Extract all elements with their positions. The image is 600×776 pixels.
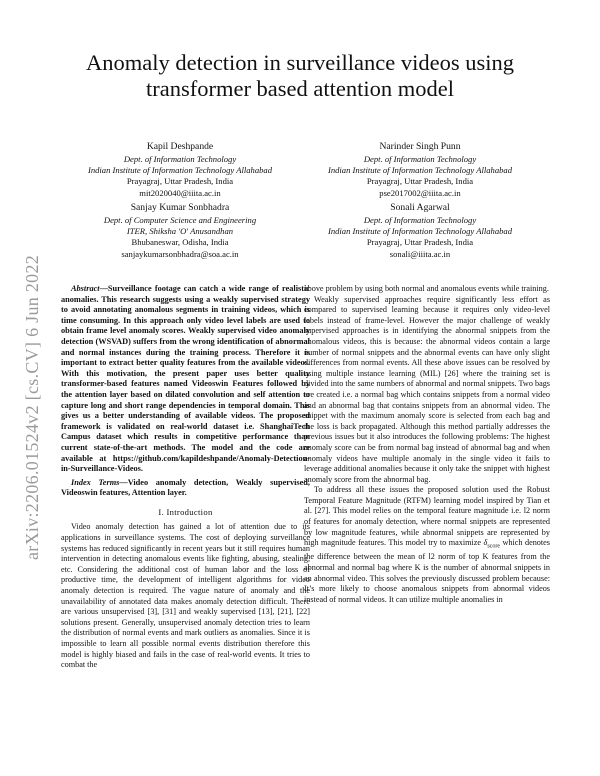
intro-paragraph: Video anomaly detection has gained a lot of attention due to its applications in surveillance systems. The cost of deploying surveillance systems has reduced significantly in recent years but it still requires human intervention in detecting anomalous events like fighting, abusing, stealing, etc. Considering the additional cost of human labor and the loss of productive time, the development of intelligent algorithms for video anomaly detection is required. The vague nature of anomaly and the unavailability of annotated data makes anomaly detection difficult. There are various unsupervised [3], [31] and weakly supervised [13], [21], [22] solutions present. Generally, unsupervised anomaly detection tries to learn the distribution of normal events and mark outliers as anomalies. Since it is impossible to learn all possible normal events distribution therefore this model is highly biased and fails in the case of real-world events. It tries to combat the bbox=[61, 522, 310, 670]
author-location: Prayagraj, Uttar Pradesh, India bbox=[126, 176, 234, 187]
author-location: Bhubaneswar, Odisha, India bbox=[131, 237, 229, 248]
abstract-text: —Surveillance footage can catch a wide range of realistic anomalies. This research suggests using a weakly supervised strategy to avoid annotating anomalous segments in training videos, which is time consuming. In this approach only video level labels are used to obtain frame level anomaly scores. Weakly supervised video anomaly detection (WSVAD) suffers from the wrong identification of abnormal and normal instances during the training process. Therefore it is important to extract better quality features from the available videos. With this motivation, the present paper uses better quality transformer-based features named Videoswin Features followed by the attention layer based on dilated convolution and self attention to capture long and short range dependencies in temporal domain. This gives us a better understanding of available videos. The proposed framework is validated on real-world dataset i.e. ShanghaiTech Campus dataset which results in competitive performance than current state-of-the-art methods. The model and the code are available at https://github.com/kapildeshpande/Anomaly-Detection-in-Surveillance-Videos. bbox=[61, 284, 310, 474]
paper-title: Anomaly detection in surveillance videos using transformer based attention model bbox=[85, 50, 515, 101]
author-email: sonali@iiita.ac.in bbox=[389, 248, 451, 259]
abstract bbox=[61, 284, 310, 475]
delta-symbol: δ bbox=[483, 538, 488, 548]
section-heading: I. Introduction bbox=[158, 506, 213, 517]
author-location: Prayagraj, Uttar Pradesh, India bbox=[366, 237, 474, 248]
author-name: Sanjay Kumar Sonbhadra bbox=[130, 202, 230, 213]
author-block-4 bbox=[310, 202, 530, 260]
author-dept: Dept. of Information Technology bbox=[123, 153, 237, 164]
arxiv-identifier: arXiv:2206.01524v2 [cs.CV] 6 Jun 2022 bbox=[22, 254, 42, 560]
author-name: Sonali Agarwal bbox=[390, 202, 450, 213]
body-paragraph-2: Weakly supervised approaches require significantly less effort as compared to supervised learning because it requires only video-level labels instead of frame-level. However the major challenge of weakly supervised approaches is in identifying the abnormal snippets from the anomalous videos, this is because: the abnormal videos contain a large number of normal snippets and the abnormal events can have only slight differences from normal events. All these above issues can be resolved by using multiple instance learning (MIL) [26] where the training set is divided into the same numbers of abnormal and normal snippets. Two bags are created i.e. a normal bag which contains snippets from a normal video and an abnormal bag that contains snippets from an abnormal video. The snippet with the maximum anomaly score is selected from each bag and the loss is back propagated. Although this method partially addresses the previous issues but it also introduces the following problems: The highest anomaly score can be from normal bag instead of abnormal bag and when anomaly videos have multiple anomaly in the single video it fails to leverage additional anomalies because it only take the snippet with highest anomaly score from the abnormal bag. bbox=[304, 294, 550, 484]
index-terms bbox=[61, 478, 310, 499]
author-institute: ITER, Shiksha 'O' Anusandhan bbox=[126, 225, 234, 236]
author-dept: Dept. of Information Technology bbox=[363, 153, 477, 164]
right-column bbox=[304, 284, 550, 605]
author-dept: Dept. of Information Technology bbox=[363, 214, 477, 225]
body-paragraph-1: above problem by using both normal and anomalous events while training. bbox=[304, 284, 549, 293]
body-paragraph-3-b: which denotes the difference between the mean of l2 norm of top K features from the abnormal and normal bag where K is the number of abnormal snippets in an abnormal video. This solves the previously discussed problem because: It’s more likely to choose anomalous snippets from abnormal videos instead of normal videos. It can utilize multiple anomalies in bbox=[304, 538, 550, 604]
body-paragraph-3-a: To address all these issues the proposed solution used the Robust Temporal Feature Magnitude (RTFM) learning model inspired by Tian et al. [27]. This model relies on the temporal feature magnitude i.e. l2 norm of features for anomaly detection, where normal snippets are represented by low magnitude features, while abnormal snippets are represented by high magnitude features. This model try to maximize bbox=[304, 485, 550, 548]
left-column bbox=[61, 284, 310, 671]
body-paragraph-3 bbox=[304, 485, 550, 605]
author-institute: Indian Institute of Information Technology Allahabad bbox=[327, 164, 513, 175]
delta-subscript: score bbox=[487, 543, 501, 550]
author-email: sanjaykumarsonbhadra@soa.ac.in bbox=[121, 248, 239, 259]
author-dept: Dept. of Computer Science and Engineering bbox=[103, 214, 257, 225]
author-location: Prayagraj, Uttar Pradesh, India bbox=[366, 176, 474, 187]
author-block-3 bbox=[70, 202, 290, 260]
index-terms-text: —Video anomaly detection, Weakly supervised, Videoswin features, Attention layer. bbox=[61, 477, 310, 498]
author-name: Narinder Singh Punn bbox=[379, 141, 461, 152]
author-institute: Indian Institute of Information Technology Allahabad bbox=[327, 225, 513, 236]
author-name: Kapil Deshpande bbox=[146, 141, 214, 152]
author-email: pse2017002@iiita.ac.in bbox=[379, 187, 461, 198]
index-terms-label: Index Terms bbox=[71, 477, 120, 487]
abstract-label: Abstract bbox=[71, 284, 100, 293]
author-block-2 bbox=[310, 141, 530, 199]
author-block-1 bbox=[70, 141, 290, 199]
author-institute: Indian Institute of Information Technology Allahabad bbox=[87, 164, 273, 175]
author-email: mit2020040@iiita.ac.in bbox=[139, 187, 221, 198]
